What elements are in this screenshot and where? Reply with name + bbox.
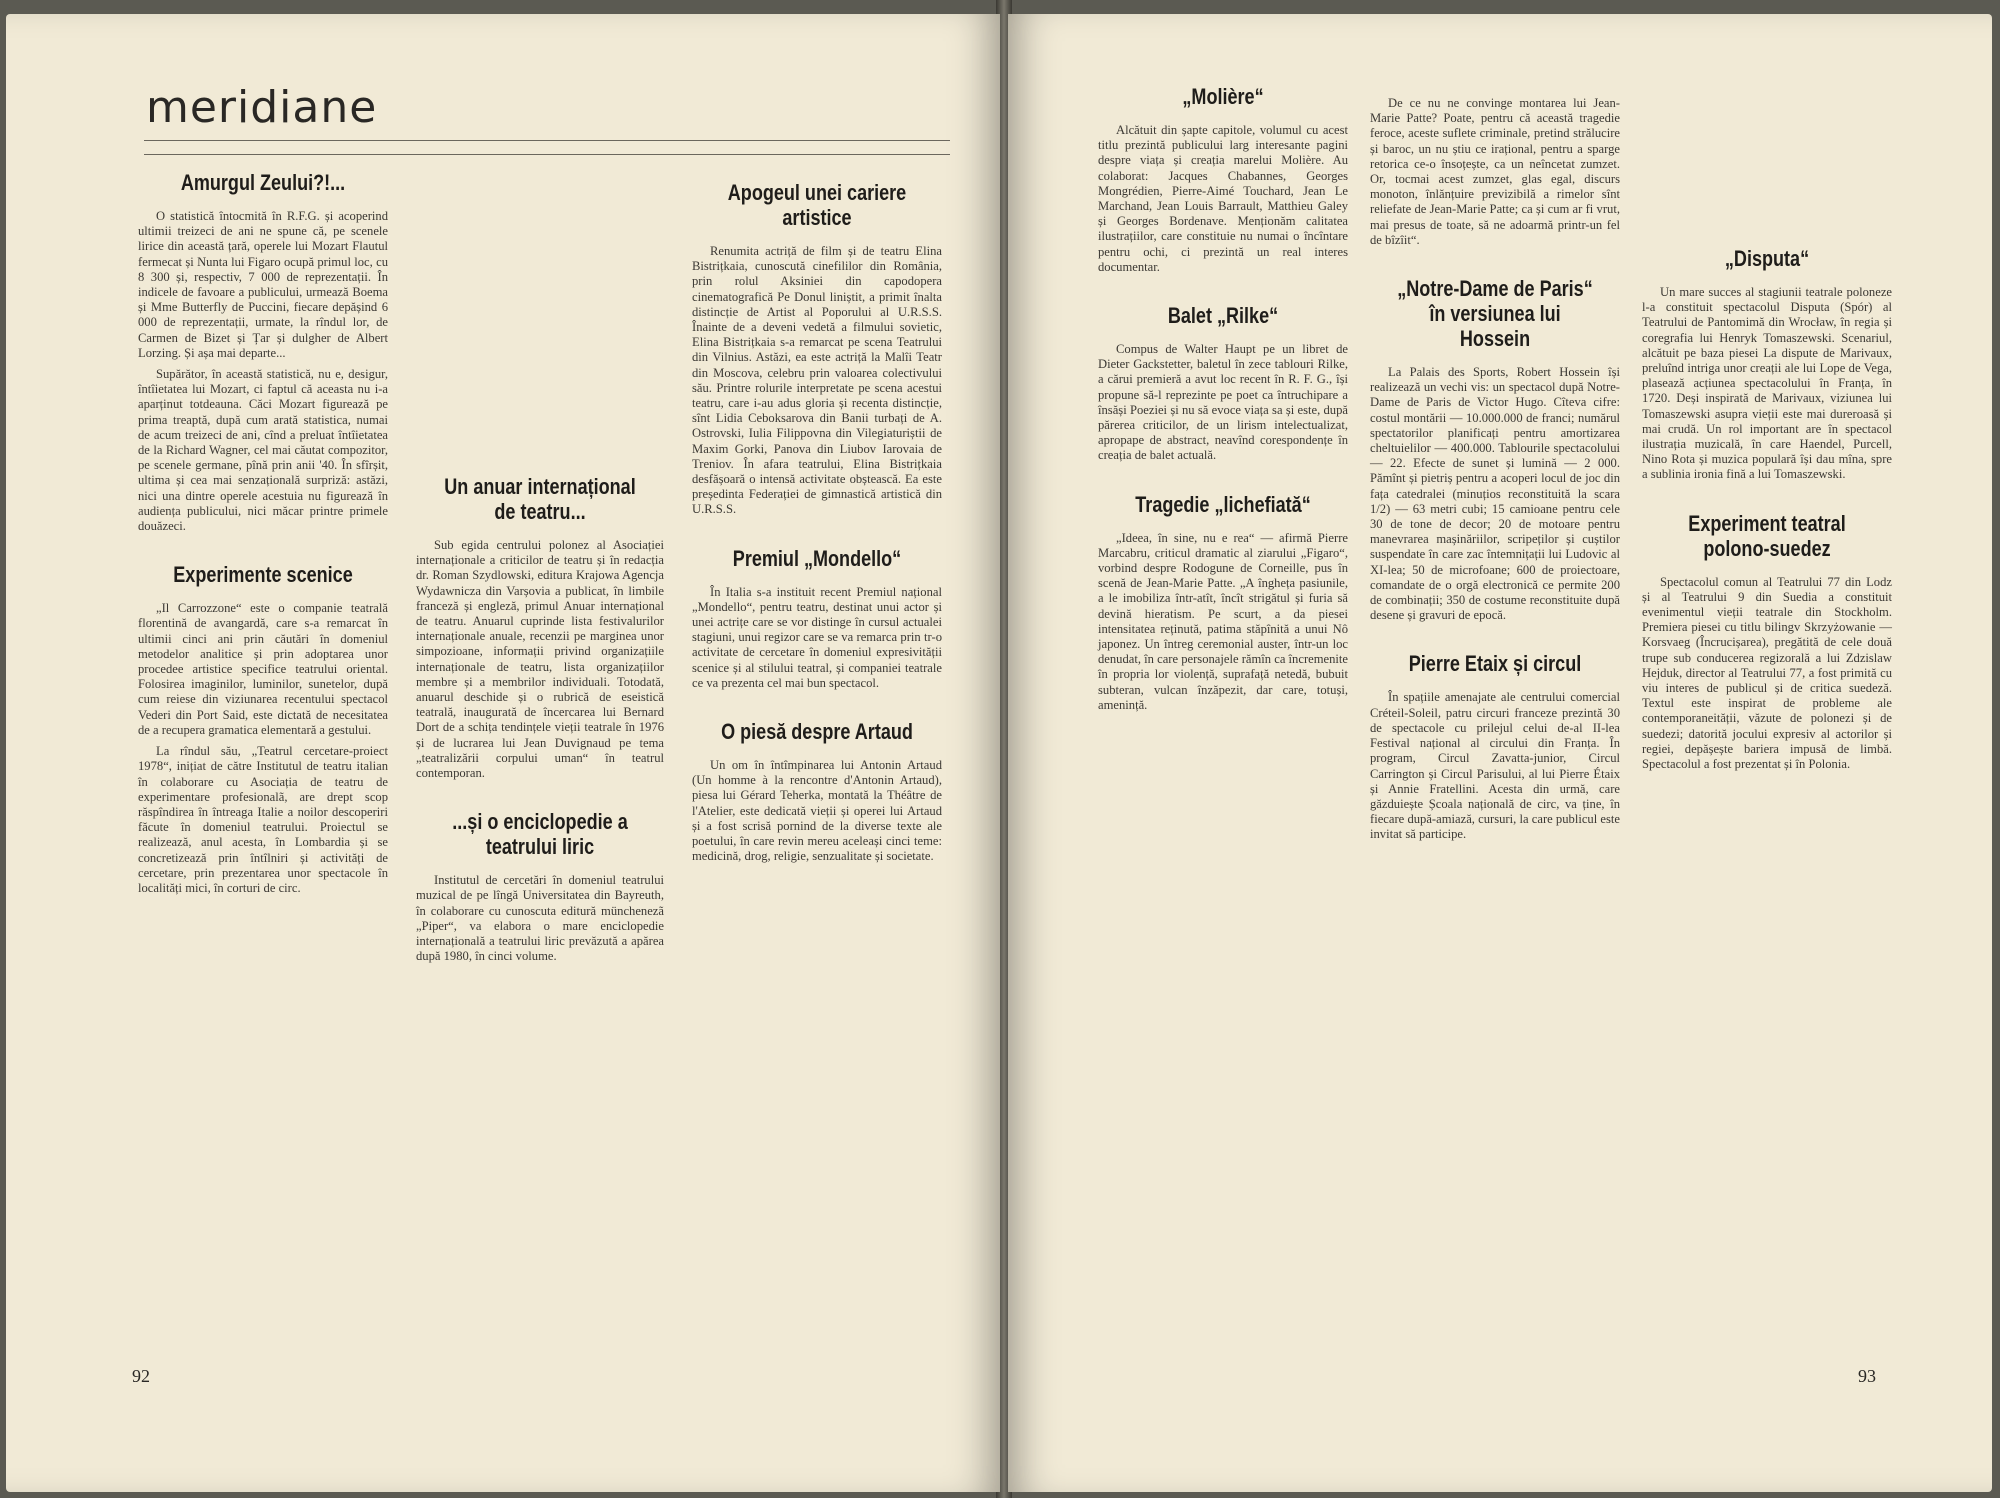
- article-paragraph: „Il Carrozzone“ este o companie teatrală florentină de avangardă, care s-a remarcat în ultimii cinci ani prin căutări în domeniul metodelor analitice și prin adoptarea unor procedee artistice specifice teatrului oriental. Folosirea imaginilor, luminilor, sunetelor, după cum reiese din viziunarea recentului spectacol Vederi din Port Said, este dictată de necesitatea de a recupera gramatica elementară a gestului.: [138, 601, 388, 737]
- column-right-3: [1642, 246, 1892, 778]
- masthead: meridiane: [146, 82, 378, 133]
- article-title: Premiul „Mondello“: [732, 545, 902, 571]
- column-left-1: [138, 170, 388, 902]
- article-title: Apogeul unei cariere artistice: [727, 180, 907, 230]
- article-paragraph: Institutul de cercetări în domeniul teatrului muzical de pe lîngă Universitatea din Bayreuth, în colaborare cu cunoscuta editură münchenezã „Piper“, va elabora o mare enciclopedie internațională a teatrului liric prevăzută a apărea după 1980, în cinci volume.: [416, 873, 664, 964]
- page-number: 92: [132, 1366, 150, 1386]
- article-paragraph: Un mare succes al stagiunii teatrale poloneze l-a constituit spectacolul Disputa (Spór) al Teatrului de Pantomimă din Wrocław, în regia și coregrafia lui Henryk Tomaszewski. Scenariul, alcătuit pe baza piesei La dispute de Marivaux, preluînd intriga unor creații ale lui Lope de Vega, plasează acțiunea spectacolului în Franța, în 1720. Deși inspirată de Marivaux, viziunea lui Tomaszewski asupra vieții este mai dureroasă și mai crudă. Un rol important are în spectacol ilustrația muzicală, în care Haendel, Purcell, Nino Rota și muzica populară își dau mîna, spre a sublinia ironia fină a lui Tomaszewski.: [1642, 285, 1892, 482]
- article-title: O piesă despre Artaud: [721, 719, 913, 745]
- article-paragraph: O statistică întocmită în R.F.G. și acoperind ultimii treizeci de ani ne spune că, pe scenele lirice din această țară, operele lui Mozart Flautul fermecat și Nunta lui Figaro ocupă primul loc, cu 8 300 și, respectiv, 7 000 de reprezentații. În indicele de favoare a publicului, urmează Boema și Mme Butterfly de Puccini, fiecare depășind 6 000 de reprezentații, urmate, la rîndul lor, de Carmen de Bizet și Țar și dulgher de Albert Lorzing. Și așa mai departe...: [138, 209, 388, 360]
- column-right-1: [1098, 84, 1348, 719]
- masthead-rule-lower: [144, 154, 950, 155]
- article-title: Tragedie „lichefiată“: [1135, 491, 1311, 517]
- article-paragraph: În spațiile amenajate ale centrului comercial Créteil-Soleil, patru circuri franceze prezintă 30 de spectacole cu prilejul celui de-al II-lea Festival național al circului din Franța. În program, Circul Zavatta-junior, Circul Carrington și Circul Parisului, al lui Pierre Étaix și Annie Fratellini. Acesta din urmă, care găzduiește Școala națională de circ, va ține, în fiecare după-amiază, cursuri, la care publicul este invitat să participe.: [1370, 690, 1620, 842]
- article-paragraph: În Italia s-a instituit recent Premiul național „Mondello“, pentru teatru, destinat unui actor și unei actrițe care se vor distinge în cursul actualei stagiuni, unui regizor care se va remarca prin tr-o activitate de cercetare în domeniul expresivității scenice și al stilului teatral, și companiei teatrale ce va prezenta cel mai bun spectacol.: [692, 584, 942, 690]
- article-paragraph: Sub egida centrului polonez al Asociației internaționale a criticilor de teatru și în redacția dr. Roman Szydlowski, editura Krajowa Agencja Wydawnicza din Varșovia a publicat, în limbile franceză și engleză, primul Anuar internațional de teatru. Anuarul cuprinde lista festivalurilor internaționale anuale, recenzii pe marginea unor simpozioane, informații privind organizațiile internaționale de teatru, lista organizațiilor membre și a membrilor individuali. Totodată, anuarul deschide și o rubrică de eseistică teatrală, inaugurată de încercarea lui Bernard Dort de a schița tendințele vieții teatrale în 1976 și de lucrarea lui Jean Duvignaud pe tema „teatralizării corpului uman“ în teatrul contemporan.: [416, 538, 664, 781]
- article-paragraph: La Palais des Sports, Robert Hossein își realizează un vechi vis: un spectacol după Notre-Dame de Paris de Victor Hugo. Cîteva cifre: costul montării — 10.000.000 de franci; numărul spectatorilor planificați pentru amortizarea cheltuielilor — 400.000. Tablourile spectacolului — 22. Efecte de sunet și lumină — 2 000. Pămînt și pietriș pentru a acoperi locul de joc din fața catedralei (minuțios reconstituită la scara 1/2) — 63 metri cubi; 15 camioane pentru cele 30 de tone de decor; 20 de motoare pentru manevrarea mașinăriilor, scripeților și cuștilor suspendate în care zac întemnițații lui Ludovic al XI-lea; 50 de microfoane; 600 de proiectoare, comandate de o orgă electronică ce permite 200 de combinații; 350 de costume reconstituite după desene și gravuri de epocă.: [1370, 365, 1620, 623]
- article-title: Amurgul Zeului?!...: [180, 170, 346, 195]
- right-page: [1008, 14, 1992, 1492]
- article-title: Experimente scenice: [173, 562, 353, 588]
- article-paragraph: Compus de Walter Haupt pe un libret de Dieter Gackstetter, baletul în zece tablouri Rilke, a cărui premieră a avut loc recent în R. F. G., își propune să-l reprezinte pe poet ca întruchipare a însăși Poeziei și nu să evoce viața sa și este, după părerea criticilor, de un lirism intelectualizat, apropape de abstract, neavînd corespondențe în creația de balet actuală.: [1098, 342, 1348, 463]
- article-paragraph: De ce nu ne convinge montarea lui Jean-Marie Patte? Poate, pentru că această tragedie feroce, aceste suflete criminale, pretind strălucire și baroc, un nu știu ce irațional, pentru a sparge retorica ce-o însoțește, ca un neîncetat zumzet. Or, tocmai acest zumzet, glas egal, discurs monoton, înlănțuire previzibilă a rimelor sînt reliefate de Jean-Marie Patte; ca și cum ar fi vrut, mai presus de toate, să ne adoarmă printr-un fel de bîzîit“.: [1370, 96, 1620, 247]
- article-paragraph: „Ideea, în sine, nu e rea“ — afirmă Pierre Marcabru, criticul dramatic al ziarului „Figaro“, vorbind despre Rodogune de Corneille, pus în scenă de Jean-Marie Patte. „A înghețа pasiunile, a le imobiliza într-atît, încît strigătul și furia să devină hieratism. Pe scurt, a da piesei intensitatea reținută, patima stăpînită a unui Nô japonez. Un întreg ceremonial auster, într-un loc denudat, în care personajele rămîn ca încremenite în propria lor violență, suprafață netedă, bubuit subteran, vulcan înzăpezit, dar care, totuși, amenință.: [1098, 530, 1348, 712]
- page-number: 93: [1858, 1366, 1876, 1386]
- masthead-rule: [144, 140, 950, 141]
- article-paragraph: Spectacolul comun al Teatrului 77 din Lodz și al Teatrului 9 din Suedia a constituit evenimentul vieții teatrale din Stockholm. Premiera piesei cu titlu bilingv Skrzyżowanie — Korsvaeg (Încrucișarea), pregătită de cele două trupe sub conducerea regizorală a lui Zdzislaw Hejduk, director al Teatrului 77, a fost primită cu viu interes de publicul și de critica suedeză. Textul este inspirat de probleme ale contemporaneității, văzute de polonezi și de suedezi; datorită jocului expresiv al actorilor și regiei, depășește bariera impusă de limbă. Spectacolul a fost prezentat și în Polonia.: [1642, 574, 1892, 772]
- column-left-3: [692, 180, 942, 871]
- article-title: „Notre-Dame de Paris“ în versiunea lui Hossein: [1397, 276, 1593, 352]
- article-title: „Disputa“: [1724, 246, 1810, 271]
- article-paragraph: La rîndul său, „Teatrul cercetare-proiect 1978“, inițiat de către Institutul de teatru italian în colaborare cu Asociația de teatru de experimentare profesionalã, are drept scop răspîndirea în întreaga Italie a noilor descoperiri făcute în domeniul teatrului. Proiectul se realizează, anul acesta, în Lombardia și se concretizează prin întîlniri și activități de cercetare, prin prezentarea unor spectacole în localități mici, în corturi de circ.: [138, 744, 388, 895]
- article-title: Pierre Etaix și circul: [1408, 651, 1582, 677]
- left-page: [6, 14, 1000, 1492]
- article-paragraph: Supărător, în această statistică, nu e, desigur, întîietatea lui Mozart, ci faptul că aceasta nu i-a aparținut totdeauna. Căci Mozart figurează pe prima treaptă, după cum arată statistica, numai de acum treizeci de ani, cînd a preluat întîietatea de la Richard Wagner, cel mai căutat compozitor, pe scenele germane, pînă prin anii '40. În sfîrșit, ultima și cea mai senzațională surpriză: astăzi, nici una dintre operele acestuia nu figurează în audiența publicului, nici măcar printre primele douăzeci.: [138, 367, 388, 534]
- article-title: Un anuar internațional de teatru...: [444, 474, 636, 524]
- article-paragraph: Un om în întîmpinarea lui Antonin Artaud (Un homme à la rencontre d'Antonin Artaud), piesa lui Gérard Teherka, montată la Théâtre de l'Atelier, este dedicată vieții și operei lui Artaud și a fost scrisă pornind de la diverse texte ale poetului, în care revin mereu aceleași cinci teme: medicină, drog, religie, senzualitate și societate.: [692, 758, 942, 864]
- article-title: ...și o enciclopedie a teatrului liric: [452, 809, 628, 860]
- article-title: Balet „Rilke“: [1167, 303, 1279, 329]
- column-left-2: [416, 474, 664, 970]
- article-paragraph: Renumita actriță de film și de teatru Elina Bistrițkaia, cunoscută cinefililor din România, prin rolul Aksiniei din capodopera cinematografică Pe Donul liniștit, a primit înalta distincție de Artist al Poporului al U.R.S.S. Înainte de a deveni vedetă a filmului sovietic, Elina Bistrițkaia s-a remarcat pe scena Teatrului din Vilnius. Astăzi, ea este actriță la Malîi Teatr din Moscova, celebru prin valoarea colectivului său. Printre rolurile interpretate pe scena acestui teatru, care i-au adus gloria și recenta distincție, sînt Lidia Ceboksarova din Banii turbați de A. Ostrovski, Iulia Filippovna din Vilegiaturiștii de Maxim Gorki, Panova din Liubov Iarovaia de Treniov. În afara teatrului, Elina Bistrițkaia desfășoară o intensă activitate obștească. Ea este președinta Federației de gimnastică artistică din U.R.S.S.: [692, 244, 942, 517]
- article-title: „Molière“: [1182, 84, 1264, 109]
- article-paragraph: Alcătuit din șapte capitole, volumul cu acest titlu prezintă publicului larg interesante pagini despre viața și creația marelui Molière. Au colaborat: Jacques Chabannes, Georges Mongrédien, Pierre-Aimé Touchard, Jean Le Marchand, Jean Louis Barrault, Matthieu Galey și Georges Bordenave. Menționăm calitatea ilustrațiilor, care constituie nu numai o încîntare pentru ochi, ci prezintă un real interes documentar.: [1098, 123, 1348, 274]
- column-right-2: [1370, 96, 1620, 849]
- article-title: Experiment teatral polono-suedez: [1688, 510, 1846, 561]
